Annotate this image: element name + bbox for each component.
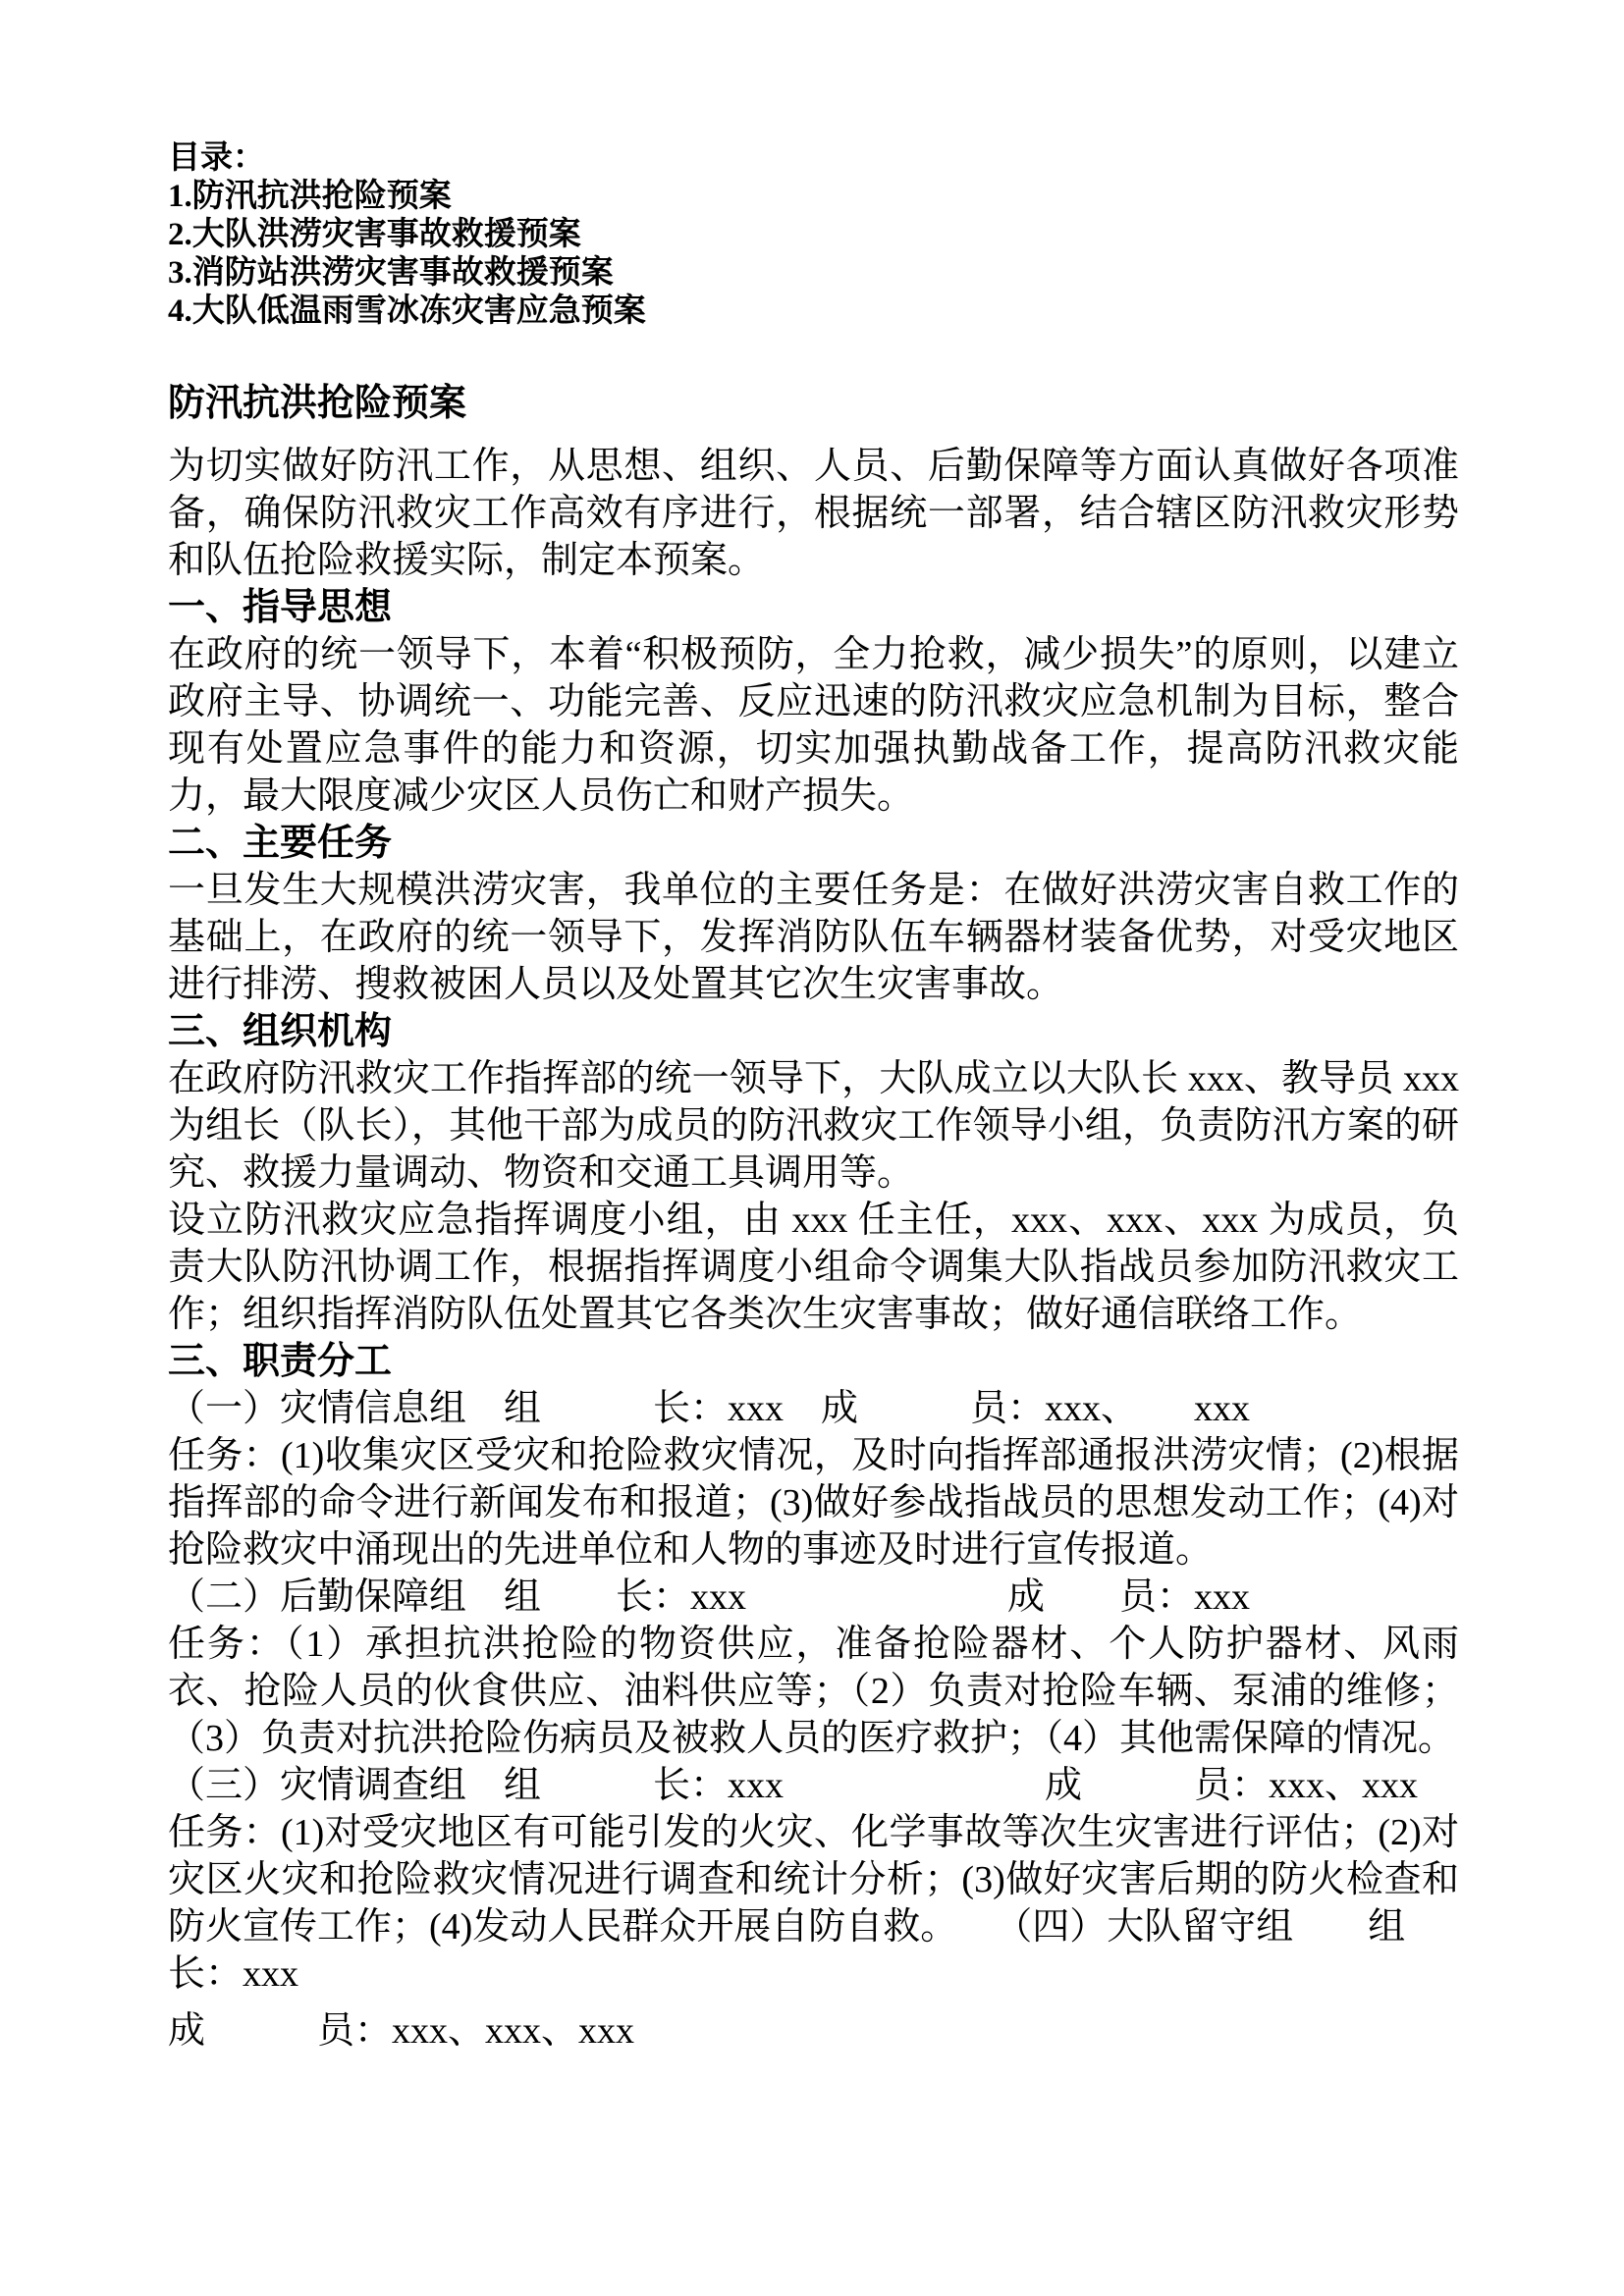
section-heading: 三、职责分工: [168, 1341, 393, 1382]
group-roster-line: （三）灾情调查组 组 长：xxx 成 员：xxx、xxx: [168, 1765, 1419, 1806]
section-heading: 二、主要任务: [168, 823, 393, 864]
group-roster-line: 成 员：xxx、xxx、xxx: [168, 2010, 635, 2052]
toc-item: 1.防汛抗洪抢险预案: [168, 179, 452, 214]
toc-item: 3.消防站洪涝灾害事故救援预案: [168, 255, 614, 291]
toc-item: 4.大队低温雨雪冰冻灾害应急预案: [168, 294, 646, 329]
paragraph: 为切实做好防汛工作，从思想、组织、人员、后勤保障等方面认真做好各项准备，确保防汛救灾工作高效有序进行，根据统一部署，结合辖区防汛救灾形势和队伍抢险救援实际，制定本预案。: [168, 446, 1459, 581]
document-title: 防汛抗洪抢险预案: [168, 383, 467, 424]
paragraph: 一旦发生大规模洪涝灾害，我单位的主要任务是：在做好洪涝灾害自救工作的基础上，在政府的统一领导下，发挥消防队伍车辆器材装备优势，对受灾地区进行排涝、搜救被困人员以及处置其它次生灾害事故。: [168, 870, 1459, 1005]
paragraph: 在政府防汛救灾工作指挥部的统一领导下，大队成立以大队长 xxx、教导员 xxx 为组长（队长），其他干部为成员的防汛救灾工作领导小组，负责防汛方案的研究、救援力量调动、物资和交通工具调用等。: [168, 1058, 1459, 1194]
group-roster-line: （一）灾情信息组 组 长：xxx 成 员：xxx、 xxx: [168, 1388, 1251, 1429]
section-heading: 一、指导思想: [168, 587, 393, 628]
group-roster-line: （二）后勤保障组 组 长：xxx 成 员：xxx: [168, 1576, 1251, 1618]
toc-item: 2.大队洪涝灾害事故救援预案: [168, 217, 581, 252]
paragraph: 任务：(1)收集灾区受灾和抢险救灾情况，及时向指挥部通报洪涝灾情；(2)根据指挥部的命令进行新闻发布和报道；(3)做好参战指战员的思想发动工作；(4)对抢险救灾中涌现出的先进单位和人物的事迹及时进行宣传报道。: [168, 1435, 1459, 1571]
document-body: [168, 443, 1459, 2055]
section-heading: 三、组织机构: [168, 1011, 393, 1052]
toc-heading: 目录：: [168, 140, 265, 176]
table-of-contents: [168, 139, 1459, 331]
paragraph: 在政府的统一领导下，本着“积极预防，全力抢救，减少损失”的原则，以建立政府主导、协调统一、功能完善、反应迅速的防汛救灾应急机制为目标，整合现有处置应急事件的能力和资源，切实加强执勤战备工作，提高防汛救灾能力，最大限度减少灾区人员伤亡和财产损失。: [168, 634, 1459, 817]
paragraph: 任务：(1)对受灾地区有可能引发的火灾、化学事故等次生灾害进行评估；(2)对灾区火灾和抢险救灾情况进行调查和统计分析；(3)做好灾害后期的防火检查和防火宣传工作；(4)发动人民群众开展自防自救。 （四）大队留守组 组: [168, 1812, 1459, 1948]
group-roster-line: 长：xxx: [168, 1953, 299, 1995]
paragraph: 任务：（1）承担抗洪抢险的物资供应，准备抢险器材、个人防护器材、风雨衣、抢险人员的伙食供应、油料供应等；（2）负责对抢险车辆、泵浦的维修；（3）负责对抗洪抢险伤病员及被救人员的医疗救护；（4）其他需保障的情况。: [168, 1624, 1459, 1759]
paragraph: 设立防汛救灾应急指挥调度小组，由 xxx 任主任，xxx、xxx、xxx 为成员，负责大队防汛协调工作，根据指挥调度小组命令调集大队指战员参加防汛救灾工作；组织指挥消防队伍处置其它各类次生灾害事故；做好通信联络工作。: [168, 1200, 1459, 1335]
